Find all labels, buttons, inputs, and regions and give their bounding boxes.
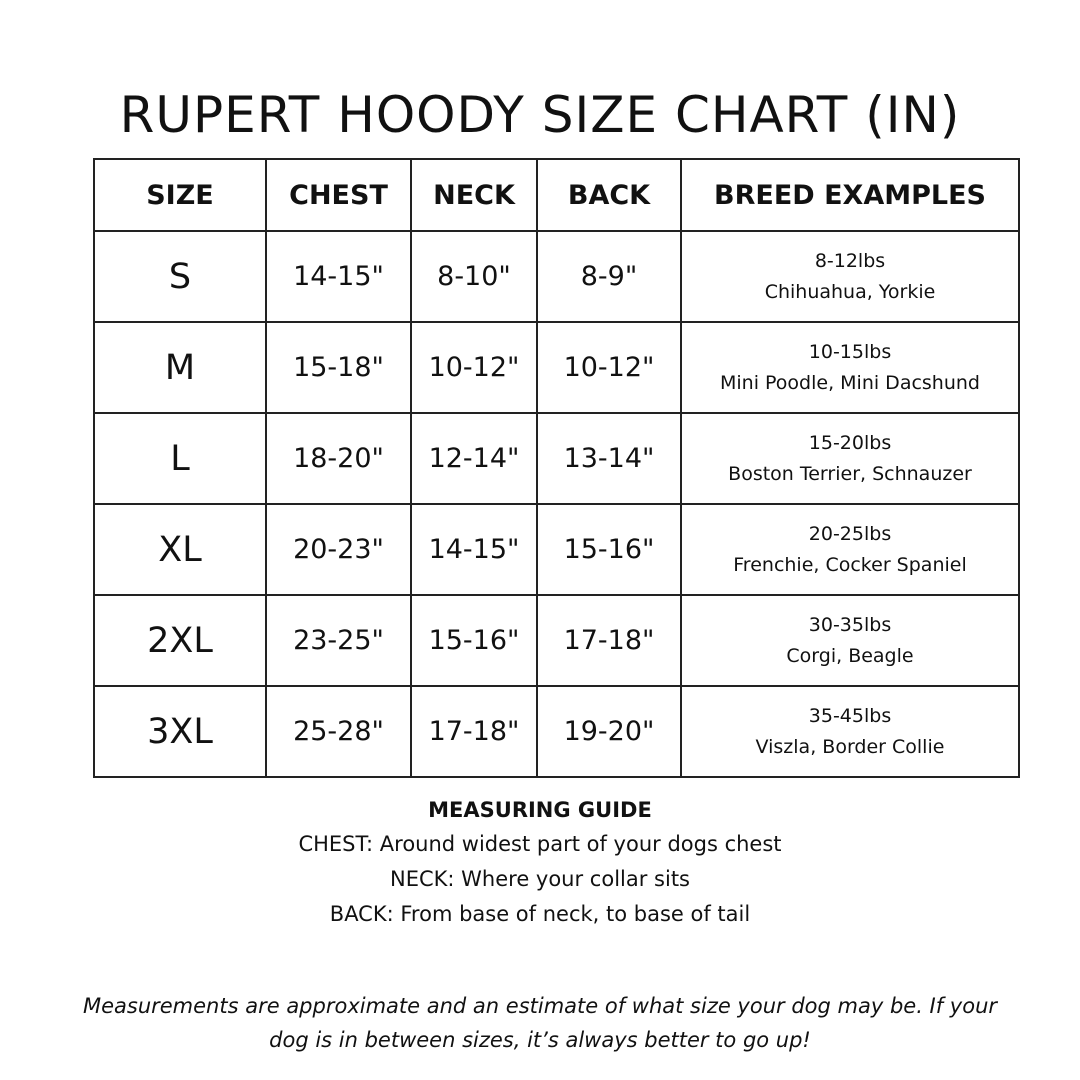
breed-names: Corgi, Beagle [786, 644, 914, 667]
chest-cell: 15-18" [266, 322, 411, 413]
header-breed-examples: BREED EXAMPLES [681, 159, 1019, 231]
breed-names: Frenchie, Cocker Spaniel [733, 553, 967, 576]
guide-back: BACK: From base of neck, to base of tail [329, 902, 751, 926]
back-cell: 10-12" [537, 322, 681, 413]
breed-cell [681, 595, 1019, 686]
breed-names: Boston Terrier, Schnauzer [728, 462, 972, 485]
size-cell: L [94, 413, 266, 504]
header-size: SIZE [94, 159, 266, 231]
size-cell: S [94, 231, 266, 322]
chest-cell: 25-28" [266, 686, 411, 777]
breed-names: Mini Poodle, Mini Dacshund [719, 371, 980, 394]
table-row [94, 231, 1019, 322]
guide-neck: NECK: Where your collar sits [389, 867, 690, 891]
size-cell: 2XL [94, 595, 266, 686]
back-cell: 13-14" [537, 413, 681, 504]
header-back: BACK [537, 159, 681, 231]
breed-weight: 8-12lbs [814, 249, 886, 272]
back-cell: 19-20" [537, 686, 681, 777]
disclaimer-note: Measurements are approximate and an estimate of what size your dog may be. If your dog is in between sizes, it’s always better to go up! [82, 994, 998, 1052]
chest-cell: 20-23" [266, 504, 411, 595]
size-cell: M [94, 322, 266, 413]
neck-cell: 8-10" [411, 231, 537, 322]
header-neck: NECK [411, 159, 537, 231]
table-row [94, 504, 1019, 595]
breed-cell [681, 413, 1019, 504]
measuring-guide-title: MEASURING GUIDE [428, 798, 652, 822]
back-cell: 17-18" [537, 595, 681, 686]
page-title: RUPERT HOODY SIZE CHART (IN) [119, 85, 961, 144]
breed-weight: 20-25lbs [808, 522, 892, 545]
table-row [94, 413, 1019, 504]
neck-cell: 17-18" [411, 686, 537, 777]
breed-cell [681, 504, 1019, 595]
breed-names: Chihuahua, Yorkie [764, 280, 936, 303]
size-cell: XL [94, 504, 266, 595]
guide-chest: CHEST: Around widest part of your dogs chest [298, 832, 782, 856]
back-cell: 15-16" [537, 504, 681, 595]
table-row [94, 595, 1019, 686]
size-cell: 3XL [94, 686, 266, 777]
breed-weight: 30-35lbs [808, 613, 892, 636]
breed-cell [681, 322, 1019, 413]
chest-cell: 18-20" [266, 413, 411, 504]
breed-cell [681, 686, 1019, 777]
chest-cell: 14-15" [266, 231, 411, 322]
neck-cell: 12-14" [411, 413, 537, 504]
table-row [94, 322, 1019, 413]
neck-cell: 15-16" [411, 595, 537, 686]
header-chest: CHEST [266, 159, 411, 231]
size-chart-table [93, 158, 1020, 778]
breed-names: Viszla, Border Collie [755, 735, 945, 758]
table-header-row [94, 159, 1019, 231]
measuring-guide [0, 793, 1080, 932]
breed-weight: 35-45lbs [808, 704, 892, 727]
table-row [94, 686, 1019, 777]
breed-cell [681, 231, 1019, 322]
back-cell: 8-9" [537, 231, 681, 322]
neck-cell: 10-12" [411, 322, 537, 413]
neck-cell: 14-15" [411, 504, 537, 595]
breed-weight: 15-20lbs [808, 431, 892, 454]
chest-cell: 23-25" [266, 595, 411, 686]
breed-weight: 10-15lbs [808, 340, 892, 363]
